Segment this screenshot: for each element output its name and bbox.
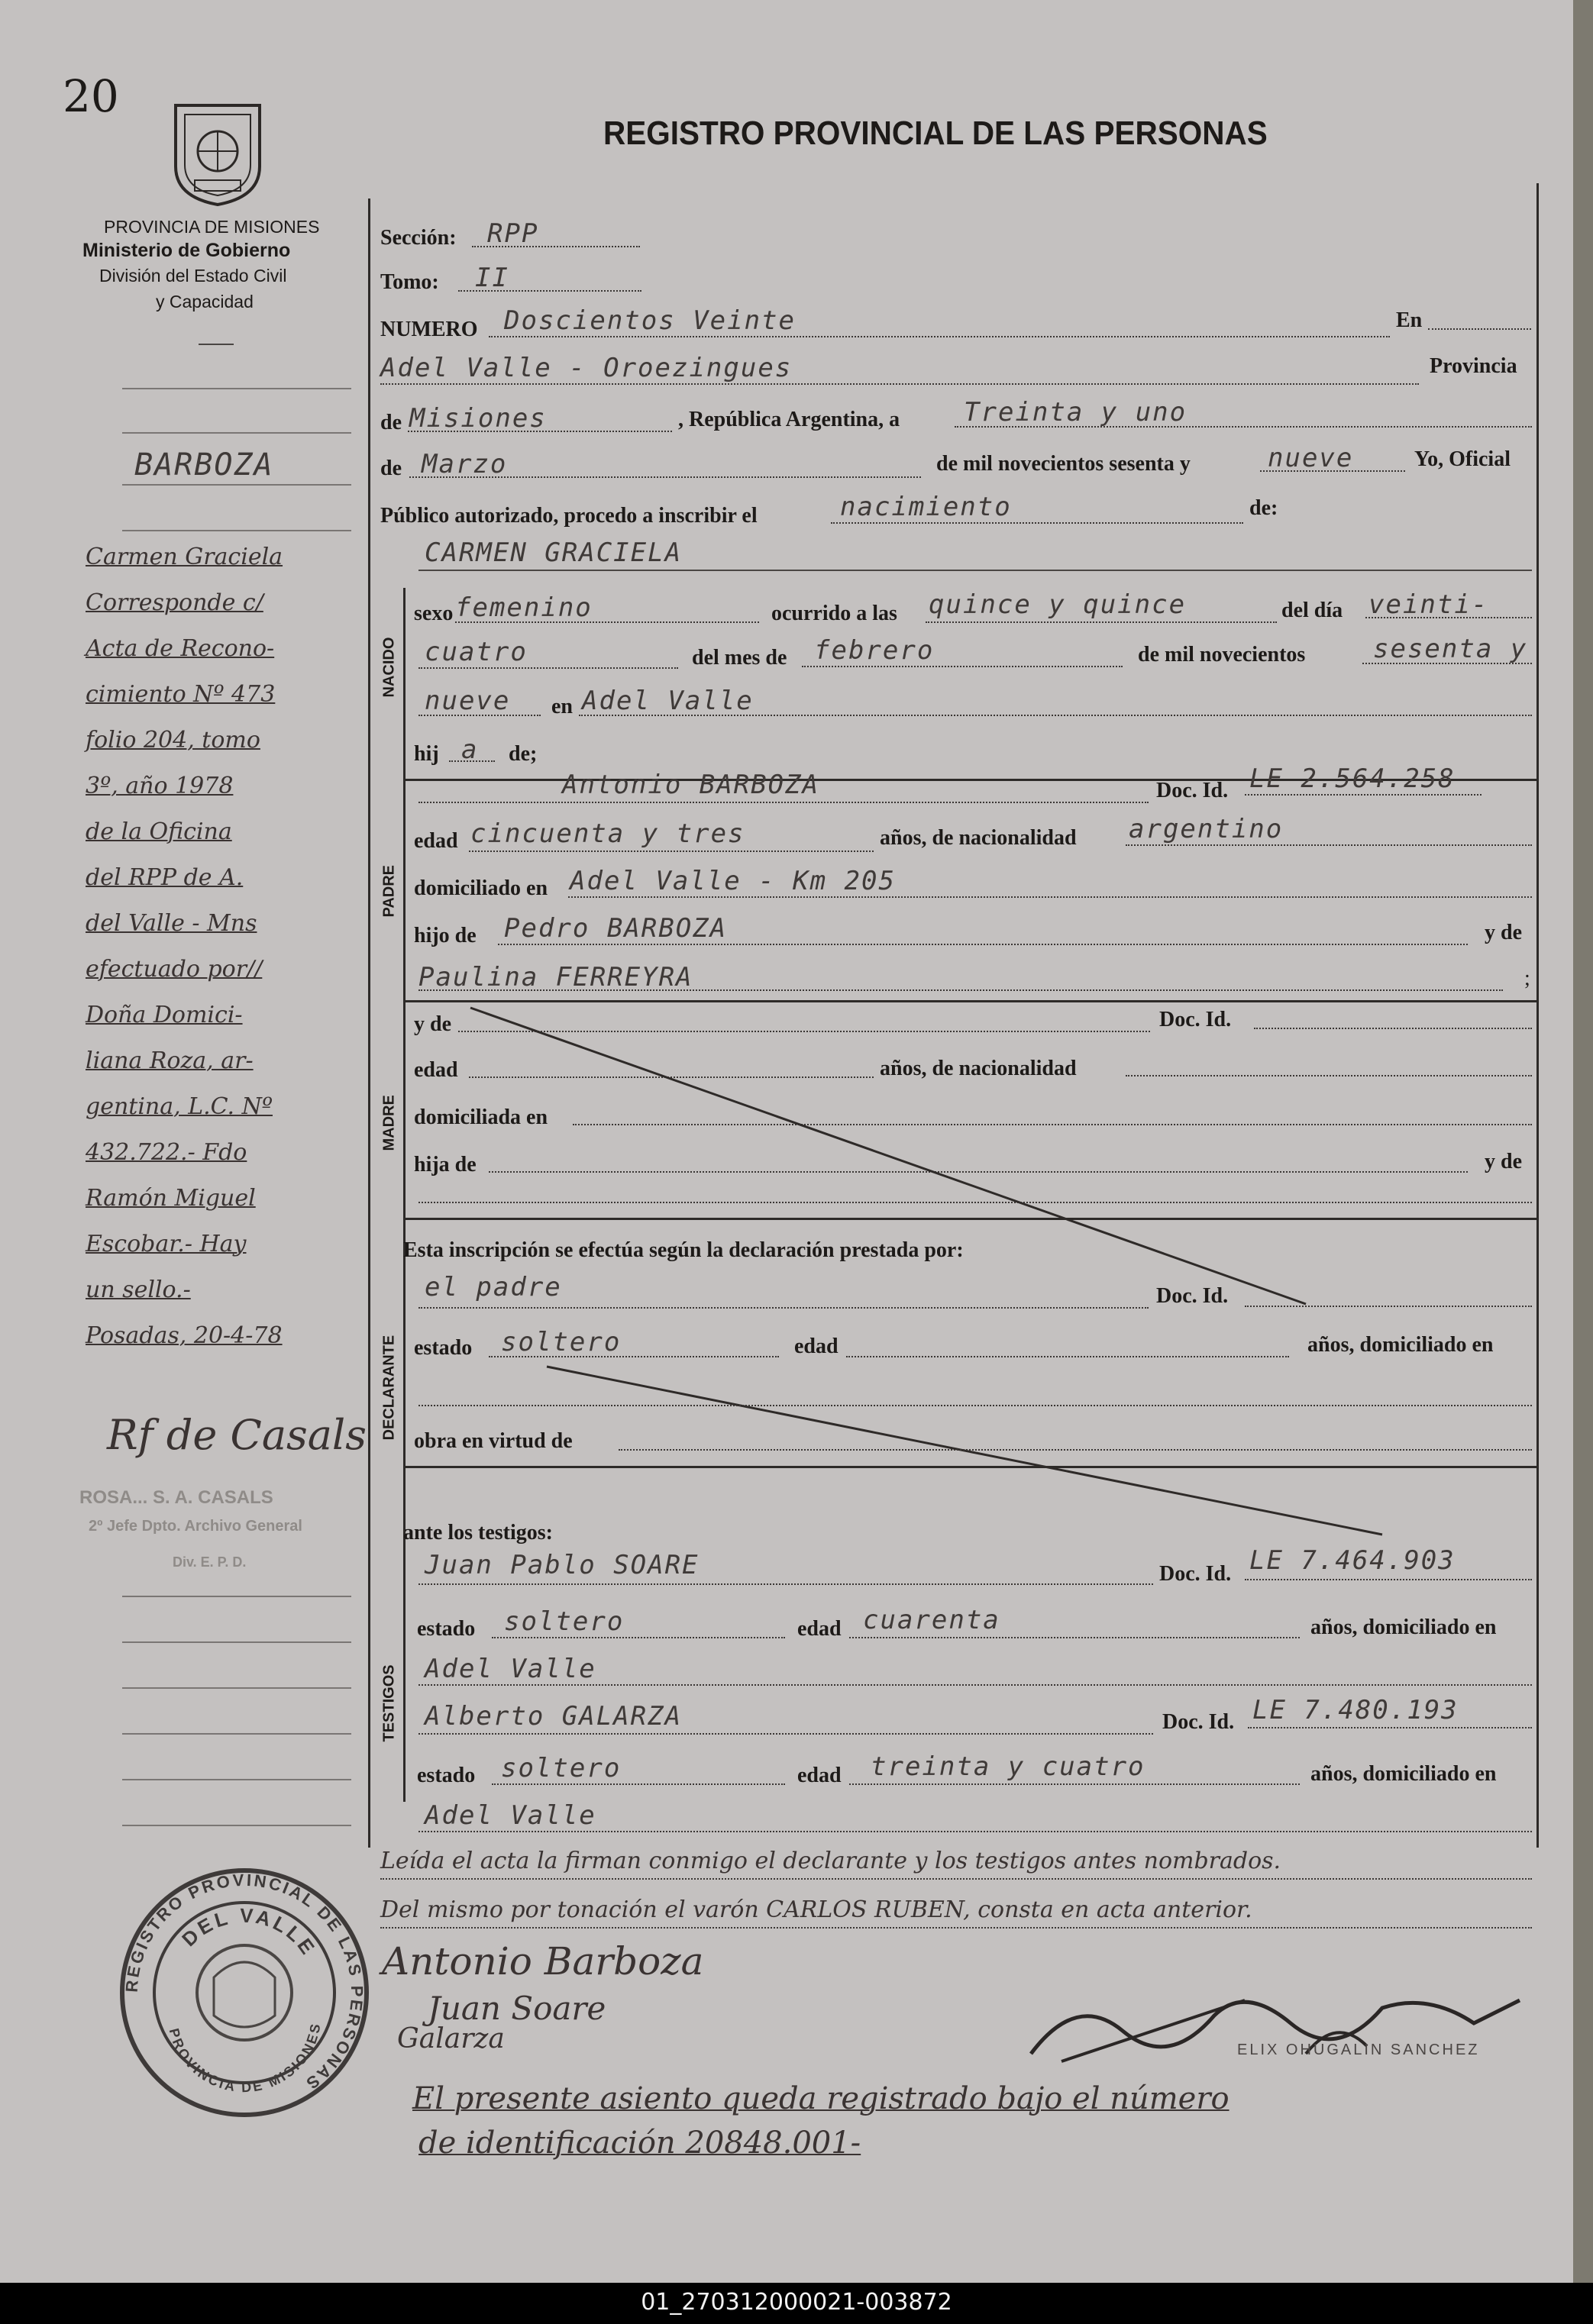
testigo1-nombre-value: Juan Pablo SOARE xyxy=(425,1550,700,1580)
padre-edad-label: edad xyxy=(414,829,458,853)
margin-note-line: Ramón Miguel xyxy=(86,1185,256,1212)
nombre-value: CARMEN GRACIELA xyxy=(425,537,683,568)
dia-nac-value: veinti- xyxy=(1368,589,1489,620)
seccion-label: Sección: xyxy=(380,226,457,250)
madre-edad-label: edad xyxy=(414,1058,458,1082)
margin-note-line: del RPP de A. xyxy=(86,864,244,891)
madre-domicilio-label: domiciliada en xyxy=(414,1106,548,1129)
declarante-doc-label: Doc. Id. xyxy=(1156,1284,1229,1308)
dia-nac-value-2: cuatro xyxy=(425,637,528,667)
madre-yde2-label: y de xyxy=(1485,1150,1522,1173)
testigo2-estado-value: soltero xyxy=(501,1753,622,1783)
signature-testigo1: Juan Soare xyxy=(428,1990,606,2027)
image-id-caption: 01_270312000021-003872 xyxy=(641,2289,952,2316)
testigo1-doc-label: Doc. Id. xyxy=(1159,1562,1232,1586)
padre-nac-value: argentino xyxy=(1129,814,1284,844)
margin-note-line: Posadas, 20-4-78 xyxy=(86,1322,283,1349)
sexo-label: sexo xyxy=(414,602,454,625)
hijo-de-label: hijo de xyxy=(414,924,477,947)
madre-nac-label: años, de nacionalidad xyxy=(880,1057,1077,1080)
margin-note-line: Carmen Graciela xyxy=(86,544,283,570)
mil-label: de mil novecientos sesenta y xyxy=(936,452,1191,476)
testigo2-domicilio-value: Adel Valle xyxy=(425,1800,596,1831)
de3-label: de: xyxy=(1249,496,1278,520)
declarante-edad-label: edad xyxy=(794,1335,839,1358)
margin-apellido: BARBOZA xyxy=(134,447,274,483)
margin-seal-line-3: Div. E. P. D. xyxy=(173,1554,247,1570)
page-title: REGISTRO PROVINCIAL DE LAS PERSONAS xyxy=(603,115,1268,152)
testigos-intro: ante los testigos: xyxy=(403,1521,553,1544)
lugar-value: Adel Valle - Oroezingues xyxy=(380,353,793,383)
margin-note-line: Doña Domici- xyxy=(86,1002,243,1028)
testigo2-edad-value: treinta y cuatro xyxy=(871,1751,1145,1782)
de2-label: de xyxy=(380,457,402,480)
page-edge xyxy=(1573,0,1593,2283)
en-label: En xyxy=(1396,308,1423,332)
sexo-value: femenino xyxy=(455,592,593,623)
margin-note-line: del Valle - Mns xyxy=(86,910,257,937)
padre-domicilio-value: Adel Valle - Km 205 xyxy=(570,866,896,896)
lugar-nac-value: Adel Valle xyxy=(582,686,754,716)
testigo1-edad-value: cuarenta xyxy=(863,1605,1000,1635)
svg-text:PROVINCIA DE MISIONES: PROVINCIA DE MISIONES xyxy=(166,2020,324,2096)
margin-note-line: un sello.- xyxy=(86,1277,191,1303)
margin-seal-line-2: 2º Jefe Dpto. Archivo General xyxy=(89,1518,302,1535)
provincia-label: Provincia xyxy=(1430,354,1517,378)
margin-note-line: 432.722.- Fdo xyxy=(86,1139,247,1166)
seccion-value: RPP xyxy=(487,218,539,249)
org-line-1: PROVINCIA DE MISIONES xyxy=(104,217,320,237)
tomo-value: II xyxy=(475,263,509,293)
signature-testigo2: Galarza xyxy=(397,2023,505,2054)
testigo1-edad-label: edad xyxy=(797,1617,842,1641)
mes-nac-label: del mes de xyxy=(692,646,787,670)
margin-note-line: Escobar.- Hay xyxy=(86,1231,247,1257)
declarante-estado-value: soltero xyxy=(501,1327,622,1357)
madre-yde-label: y de xyxy=(414,1012,451,1036)
org-line-2: Ministerio de Gobierno xyxy=(82,240,291,261)
anio-nac-value: sesenta y xyxy=(1373,634,1528,664)
mil-nac-label: de mil novecientos xyxy=(1138,643,1306,667)
declarante-estado-label: estado xyxy=(414,1336,473,1360)
testigo2-nombre-value: Alberto GALARZA xyxy=(425,1701,683,1732)
numero-value: Doscientos Veinte xyxy=(504,305,796,336)
closing-line-2: Del mismo por tonación el varón CARLOS RUBEN, consta en acta anterior. xyxy=(380,1896,1252,1923)
oficial-stamp: ELIX OHUGALIN SANCHEZ xyxy=(1237,2042,1480,2058)
madre-doc-label: Doc. Id. xyxy=(1159,1008,1232,1031)
yo-label: Yo, Oficial xyxy=(1414,447,1511,471)
declarante-intro: Esta inscripción se efectúa según la declaración prestada por: xyxy=(403,1238,964,1262)
padre-nac-label: años, de nacionalidad xyxy=(880,826,1077,850)
padre-nombre-value: Antonio BARBOZA xyxy=(562,770,820,800)
padre-edad-value: cincuenta y tres xyxy=(470,818,745,849)
section-label-nacido: NACIDO xyxy=(380,637,398,698)
semicolon: ; xyxy=(1524,967,1530,990)
padre-doc-label: Doc. Id. xyxy=(1156,779,1229,802)
registration-note-2: de identificación 20848.001- xyxy=(418,2125,861,2161)
testigo2-doc-value: LE 7.480.193 xyxy=(1252,1695,1459,1725)
margin-note-line: folio 204, tomo xyxy=(86,727,260,754)
obra-label: obra en virtud de xyxy=(414,1429,573,1453)
numero-label: NUMERO xyxy=(380,318,478,341)
section-label-declarante: DECLARANTE xyxy=(380,1335,398,1441)
provincia-value: Misiones xyxy=(409,403,547,434)
org-line-4: y Capacidad xyxy=(156,292,254,311)
section-label-testigos: TESTIGOS xyxy=(380,1664,398,1742)
margin-signature: Rf de Casals xyxy=(107,1411,367,1459)
testigo1-domicilio-value: Adel Valle xyxy=(425,1654,596,1684)
svg-text:REGISTRO PROVINCIAL DE LAS PER: REGISTRO PROVINCIAL DE LAS PERSONAS xyxy=(121,1870,367,2095)
declarante-nombre-value: el padre xyxy=(425,1272,562,1302)
testigo1-estado-label: estado xyxy=(417,1617,476,1641)
padre-yde-label: y de xyxy=(1485,921,1522,944)
oficial-signature xyxy=(1016,1970,1535,2077)
declarante-anos-label: años, domiciliado en xyxy=(1307,1333,1494,1357)
padre-domicilio-label: domiciliado en xyxy=(414,876,548,900)
margin-note-line: cimiento Nº 473 xyxy=(86,681,276,708)
registration-note-1: El presente asiento queda registrado bajo el número xyxy=(412,2081,1229,2116)
signature-padre: Antonio Barboza xyxy=(382,1939,704,1983)
acto-value: nacimiento xyxy=(840,492,1012,522)
anio-value: nueve xyxy=(1268,443,1354,473)
margin-seal-line-1: ROSA... S. A. CASALS xyxy=(79,1487,273,1508)
abuela-value: Paulina FERREYRA xyxy=(418,962,693,993)
mes-value: Marzo xyxy=(422,449,508,479)
margin-note-line: de la Oficina xyxy=(86,818,232,845)
publico-label: Público autorizado, procedo a inscribir el xyxy=(380,504,758,528)
dia-value: Treinta y uno xyxy=(964,397,1187,428)
section-label-padre: PADRE xyxy=(380,864,398,918)
ocurrido-label: ocurrido a las xyxy=(771,602,897,625)
margin-note-line: Acta de Recono- xyxy=(86,635,275,662)
mes-nac-value: febrero xyxy=(814,635,935,666)
margin-note-line: 3º, año 1978 xyxy=(86,773,234,799)
testigo1-estado-value: soltero xyxy=(504,1606,625,1637)
testigo2-estado-label: estado xyxy=(417,1764,476,1787)
margin-note-line: liana Roza, ar- xyxy=(86,1047,254,1074)
closing-line-1: Leída el acta la firman conmigo el declarante y los testigos antes nombrados. xyxy=(380,1848,1281,1874)
margin-note-line: Corresponde c/ xyxy=(86,589,263,616)
hij-value: a xyxy=(461,734,479,765)
hora-value: quince y quince xyxy=(929,589,1187,620)
tomo-label: Tomo: xyxy=(380,270,439,294)
org-line-3: División del Estado Civil xyxy=(99,266,287,286)
svg-text:DEL VALLE: DEL VALLE xyxy=(177,1903,322,1961)
madre-hija-label: hija de xyxy=(414,1153,477,1177)
testigo1-anos-label: años, domiciliado en xyxy=(1310,1616,1497,1639)
section-label-madre: MADRE xyxy=(380,1095,398,1151)
abuelo-value: Pedro BARBOZA xyxy=(504,913,728,944)
testigo2-anos-label: años, domiciliado en xyxy=(1310,1762,1497,1786)
republica-label: , República Argentina, a xyxy=(678,408,900,431)
testigo2-doc-label: Doc. Id. xyxy=(1162,1710,1235,1734)
hij-de-label: de; xyxy=(509,742,538,766)
testigo1-doc-value: LE 7.464.903 xyxy=(1249,1545,1456,1576)
margin-note-line: gentina, L.C. Nº xyxy=(86,1093,273,1120)
margin-note-line: efectuado por// xyxy=(86,956,263,983)
en-nac-label: en xyxy=(551,695,573,718)
testigo2-edad-label: edad xyxy=(797,1764,842,1787)
official-seal-stamp xyxy=(115,1863,374,2122)
page-number: 20 xyxy=(63,70,119,122)
anio-nac-value-2: nueve xyxy=(425,686,511,716)
padre-doc-value: LE 2.564.258 xyxy=(1249,763,1456,794)
hij-label: hij xyxy=(414,742,439,766)
de-label: de xyxy=(380,411,402,434)
del-dia-label: del día xyxy=(1281,599,1343,622)
